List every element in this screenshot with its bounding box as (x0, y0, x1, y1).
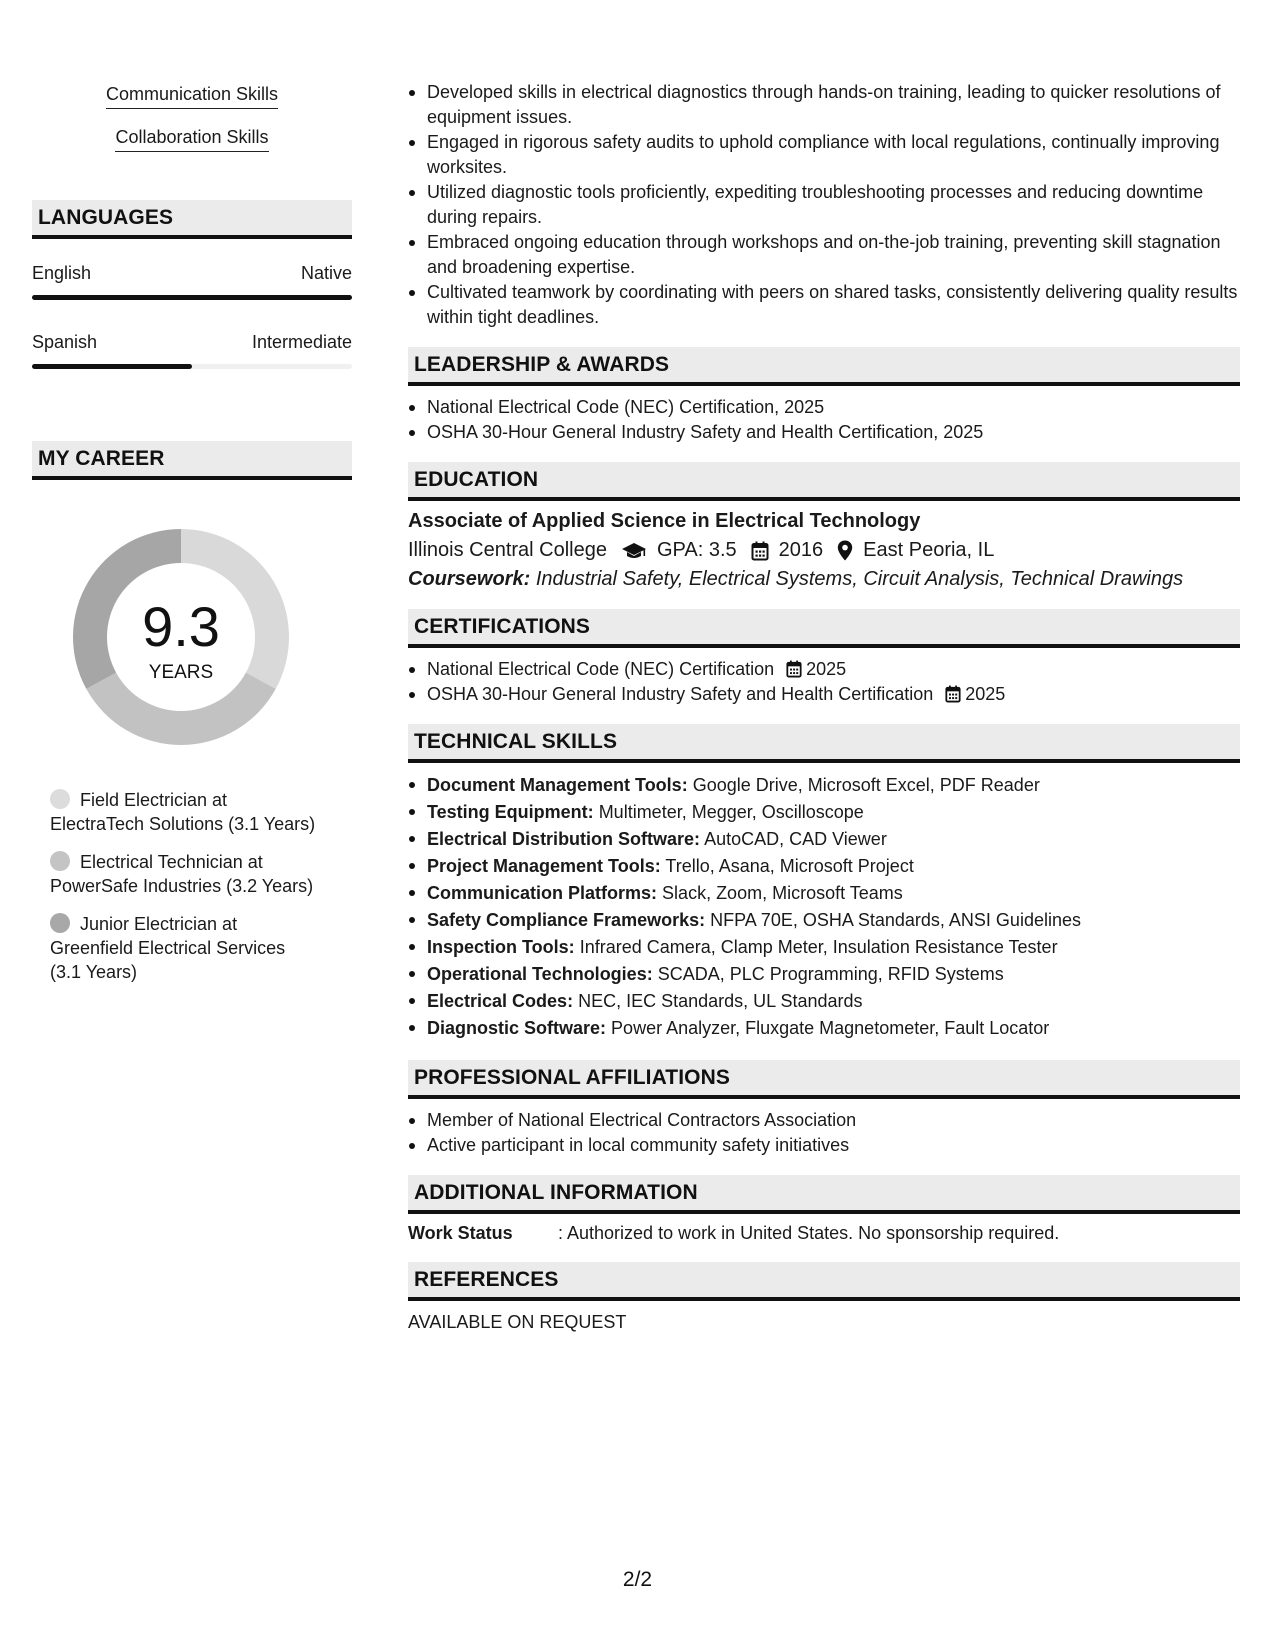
language-bar-fill (32, 364, 192, 369)
skill-label: Testing Equipment: (427, 802, 594, 822)
coursework-value: Industrial Safety, Electrical Systems, Circuit Analysis, Technical Drawings (535, 568, 1184, 590)
skill-label: Electrical Codes: (427, 991, 574, 1011)
technical-skill-item (408, 988, 1240, 1015)
skill-label: Communication Platforms: (427, 883, 658, 903)
skill-label: Electrical Distribution Software: (427, 829, 701, 849)
leadership-item: National Electrical Code (NEC) Certification, 2025 (408, 395, 1240, 420)
technical-skill-item (408, 826, 1240, 853)
language-name: English (32, 263, 92, 283)
legend-dot (50, 789, 70, 809)
education-degree: Associate of Applied Science in Electrical Technology (408, 510, 921, 532)
affiliation-item: Member of National Electrical Contractors Association (408, 1108, 1240, 1133)
leadership-item: OSHA 30-Hour General Industry Safety and Health Certification, 2025 (408, 420, 1240, 445)
language-level: Intermediate (251, 332, 352, 352)
certification-item (408, 682, 1240, 707)
experience-bullet: Developed skills in electrical diagnostics through hands-on training, leading to quicker resolutions of equipment issues. (408, 80, 1240, 129)
leadership-heading: LEADERSHIP & AWARDS (408, 347, 1240, 386)
education-year: 2016 (778, 539, 824, 561)
skill-value: Slack, Zoom, Microsoft Teams (662, 883, 903, 903)
skill-label: Inspection Tools: (427, 937, 575, 957)
skill-value: NFPA 70E, OSHA Standards, ANSI Guidelines (710, 910, 1081, 930)
experience-bullet: Cultivated teamwork by coordinating with peers on shared tasks, consistently delivering quality results within tight deadlines. (408, 280, 1240, 329)
certification-year: 2025 (806, 659, 847, 679)
skill-value: SCADA, PLC Programming, RFID Systems (657, 964, 1004, 984)
skill-value: Infrared Camera, Clamp Meter, Insulation Resistance Tester (579, 937, 1058, 957)
job-label: Electrical Technician at PowerSafe Industries (3.2 Years) (50, 852, 314, 896)
skill-label: Safety Compliance Frameworks: (427, 910, 706, 930)
experience-bullets (408, 80, 1240, 329)
technical-skill-item (408, 907, 1240, 934)
language-spanish (32, 332, 352, 369)
skill-label: Document Management Tools: (427, 775, 688, 795)
technical-skill-item (408, 934, 1240, 961)
education-school: Illinois Central College (408, 539, 607, 561)
career-heading: MY CAREER (32, 441, 352, 480)
work-status-row (408, 1223, 1240, 1244)
career-unit: YEARS (148, 662, 214, 683)
skill-value: Power Analyzer, Fluxgate Magnetometer, Fault Locator (611, 1018, 1050, 1038)
experience-bullet: Utilized diagnostic tools proficiently, expediting troubleshooting processes and reducing downtime during repairs. (408, 180, 1240, 229)
main-content (408, 80, 1240, 1333)
map-pin-icon (837, 540, 853, 561)
job-label: Field Electrician at ElectraTech Solutions (3.1 Years) (50, 790, 316, 834)
calendar-icon (751, 541, 769, 561)
page-indicator: 2/2 (622, 1568, 653, 1591)
skill-value: Google Drive, Microsoft Excel, PDF Reader (692, 775, 1040, 795)
skill-value: Multimeter, Megger, Oscilloscope (598, 802, 864, 822)
technical-skill-item (408, 772, 1240, 799)
graduation-cap-icon (621, 541, 647, 561)
language-level: Native (300, 263, 352, 283)
references-heading: REFERENCES (408, 1262, 1240, 1301)
skill-link[interactable]: Collaboration Skills (115, 127, 268, 152)
career-legend-item (50, 850, 320, 898)
calendar-icon (945, 685, 961, 703)
references-text: AVAILABLE ON REQUEST (408, 1312, 627, 1332)
technical-skill-item (408, 880, 1240, 907)
coursework-label: Coursework: (408, 568, 531, 590)
skill-label: Operational Technologies: (427, 964, 653, 984)
technical-skill-item (408, 1015, 1240, 1042)
work-status-label: Work Status (408, 1223, 513, 1243)
language-bar-fill (32, 295, 352, 300)
career-legend (50, 788, 320, 984)
skill-value: NEC, IEC Standards, UL Standards (578, 991, 863, 1011)
career-legend-item (50, 912, 320, 984)
skill-value: Trello, Asana, Microsoft Project (665, 856, 914, 876)
skill-label: Diagnostic Software: (427, 1018, 607, 1038)
language-bar (32, 295, 352, 300)
education-gpa: GPA: 3.5 (656, 539, 737, 561)
career-legend-item (50, 788, 320, 836)
language-bar (32, 364, 352, 369)
experience-bullet: Engaged in rigorous safety audits to uphold compliance with local regulations, continually improving worksites. (408, 130, 1240, 179)
education-heading: EDUCATION (408, 462, 1240, 501)
languages-heading: LANGUAGES (32, 200, 352, 239)
certifications-heading: CERTIFICATIONS (408, 609, 1240, 648)
career-total: 9.3 (142, 595, 220, 658)
legend-dot (50, 851, 70, 871)
certification-name: OSHA 30-Hour General Industry Safety and Health Certification (427, 683, 934, 704)
education-details (408, 539, 1240, 562)
skill-link[interactable]: Communication Skills (106, 84, 278, 109)
leadership-list (408, 395, 1240, 444)
certifications-list (408, 657, 1240, 706)
certification-year: 2025 (965, 683, 1006, 704)
legend-dot (50, 913, 70, 933)
affiliations-list (408, 1108, 1240, 1157)
technical-skills-heading: TECHNICAL SKILLS (408, 724, 1240, 763)
certification-name: National Electrical Code (NEC) Certification (427, 659, 775, 679)
language-english (32, 263, 352, 300)
technical-skill-item (408, 799, 1240, 826)
work-status-value: : Authorized to work in United States. No sponsorship required. (558, 1223, 1060, 1243)
calendar-icon (786, 660, 802, 678)
technical-skills-list (408, 772, 1240, 1042)
experience-bullet: Embraced ongoing education through workshops and on-the-job training, preventing skill stagnation and broadening expertise. (408, 230, 1240, 279)
affiliation-item: Active participant in local community safety initiatives (408, 1133, 1240, 1158)
language-name: Spanish (32, 332, 98, 352)
additional-info-heading: ADDITIONAL INFORMATION (408, 1175, 1240, 1214)
job-label: Junior Electrician at Greenfield Electrical Services (3.1 Years) (50, 914, 286, 982)
education-location: East Peoria, IL (863, 539, 995, 561)
career-donut (66, 522, 296, 752)
technical-skill-item (408, 961, 1240, 988)
affiliations-heading: PROFESSIONAL AFFILIATIONS (408, 1060, 1240, 1099)
sidebar (32, 84, 352, 998)
technical-skill-item (408, 853, 1240, 880)
education-coursework (408, 568, 1240, 591)
certification-item (408, 657, 1240, 682)
skill-label: Project Management Tools: (427, 856, 661, 876)
skill-value: AutoCAD, CAD Viewer (704, 829, 887, 849)
